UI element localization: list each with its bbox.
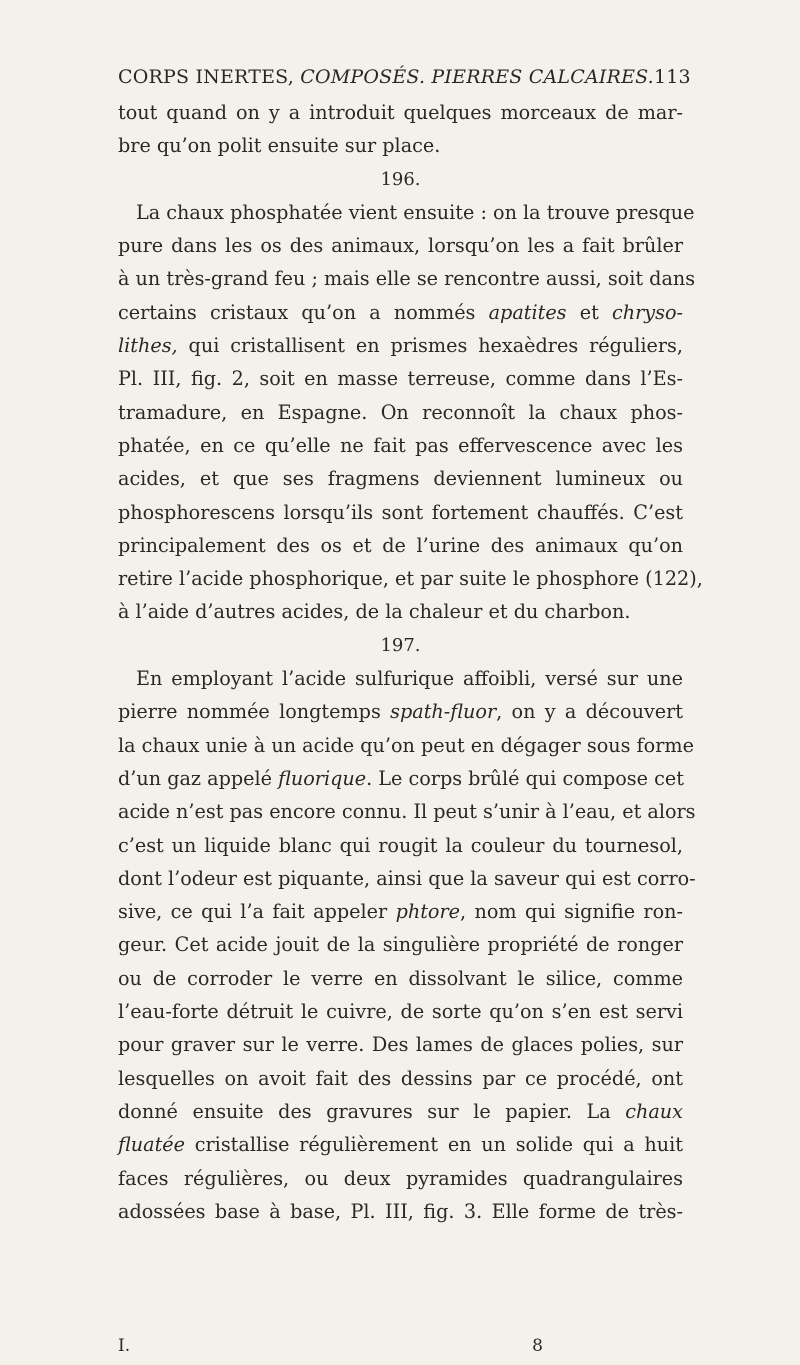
text-line: pour graver sur le verre. Des lames de glaces polies, sur [118, 1033, 683, 1057]
text-line: Pl. III, fig. 2, soit en masse terreuse, comme dans l’Es- [118, 367, 683, 391]
text-line: retire l’acide phosphorique, et par suite le phosphore (122), [118, 567, 703, 591]
text-line: ou de corroder le verre en dissolvant le silice, comme [118, 966, 683, 990]
text-run: certains cristaux qu’on a nommés [118, 300, 489, 324]
text-line: à l’aide d’autres acides, de la chaleur et du charbon. [118, 600, 631, 624]
running-head-title [118, 66, 654, 88]
italic-term: spath-fluor [390, 700, 497, 724]
text-line: phatée, en ce qu’elle ne fait pas effervescence avec les [118, 433, 683, 457]
text-line: dont l’odeur est piquante, ainsi que la saveur qui est corro- [118, 866, 696, 890]
text-line: c’est un liquide blanc qui rougit la couleur du tournesol, [118, 833, 683, 857]
text-line: adossées base à base, Pl. III, fig. 3. Elle forme de très- [118, 1199, 683, 1223]
text-line [118, 1128, 683, 1161]
text-line: La chaux phosphatée vient ensuite : on la trouve presque [136, 200, 695, 224]
text-run: , nom qui signifie ron- [460, 900, 683, 924]
header-subtitle: COMPOSÉS. PIERRES CALCAIRES. [300, 66, 654, 88]
header-title: CORPS INERTES, [118, 66, 294, 88]
text-line: bre qu’on polit ensuite sur place. [118, 134, 441, 158]
text-line: à un très-grand feu ; mais elle se rencontre aussi, soit dans [118, 267, 696, 291]
text-run: sive, ce qui l’a fait appeler [118, 900, 396, 924]
text-line: la chaux unie à un acide qu’on peut en dégager sous forme [118, 733, 694, 757]
text-line [118, 895, 683, 928]
italic-term: fluorique [278, 766, 367, 790]
italic-term: fluatée [118, 1133, 186, 1157]
running-head [118, 66, 691, 88]
text-line: phosphorescens lorsqu’ils sont fortement chauffés. C’est [118, 500, 683, 524]
section-number-196: 196. [380, 168, 421, 190]
text-run: . Le corps brûlé qui compose cet [366, 766, 684, 790]
signature-mark: 8 [532, 1336, 543, 1356]
page-number: 113 [653, 66, 691, 88]
volume-mark: I. [118, 1336, 131, 1356]
italic-term: lithes, [118, 334, 178, 358]
text-line [118, 695, 683, 728]
text-line: principalement des os et de l’urine des animaux qu’on [118, 533, 683, 557]
italic-term: apatites [488, 300, 567, 324]
text-run: d’un gaz appelé [118, 766, 279, 790]
text-line: lesquelles on avoit fait des dessins par ce procédé, ont [118, 1066, 683, 1090]
text-line: faces régulières, ou deux pyramides quadrangulaires [118, 1166, 683, 1190]
body-text [118, 96, 703, 1228]
text-line: acide n’est pas encore connu. Il peut s’unir à l’eau, et alors [118, 800, 696, 824]
text-line: acides, et que ses fragmens deviennent lumineux ou [118, 467, 683, 491]
text-line: l’eau-forte détruit le cuivre, de sorte qu’on s’en est servi [118, 1000, 683, 1024]
italic-term: phtore [395, 900, 460, 924]
text-line [118, 296, 683, 329]
text-line: pure dans les os des animaux, lorsqu’on les a fait brûler [118, 234, 683, 258]
text-line: En employant l’acide sulfurique affoibli, versé sur une [136, 667, 683, 691]
text-run: , on y a découvert [496, 700, 684, 724]
italic-term: chaux [625, 1099, 683, 1123]
text-run: cristallise régulièrement en un solide qui a huit [185, 1133, 683, 1157]
text-line: geur. Cet acide jouit de la singulière propriété de ronger [118, 933, 683, 957]
text-run: et [566, 300, 612, 324]
text-line: tout quand on y a introduit quelques morceaux de mar- [118, 101, 683, 124]
text-line: tramadure, en Espagne. On reconnoît la chaux phos- [118, 400, 683, 424]
section-number-197: 197. [380, 634, 421, 656]
text-run: qui cristallisent en prismes hexaèdres réguliers, [177, 334, 683, 358]
page-footer [118, 1336, 683, 1356]
text-line [118, 1095, 683, 1128]
text-run: donné ensuite des gravures sur le papier. La [118, 1099, 626, 1123]
text-line [118, 329, 683, 362]
text-line [118, 762, 683, 795]
italic-term: chryso- [612, 300, 683, 324]
text-run: pierre nommée longtemps [118, 700, 391, 724]
